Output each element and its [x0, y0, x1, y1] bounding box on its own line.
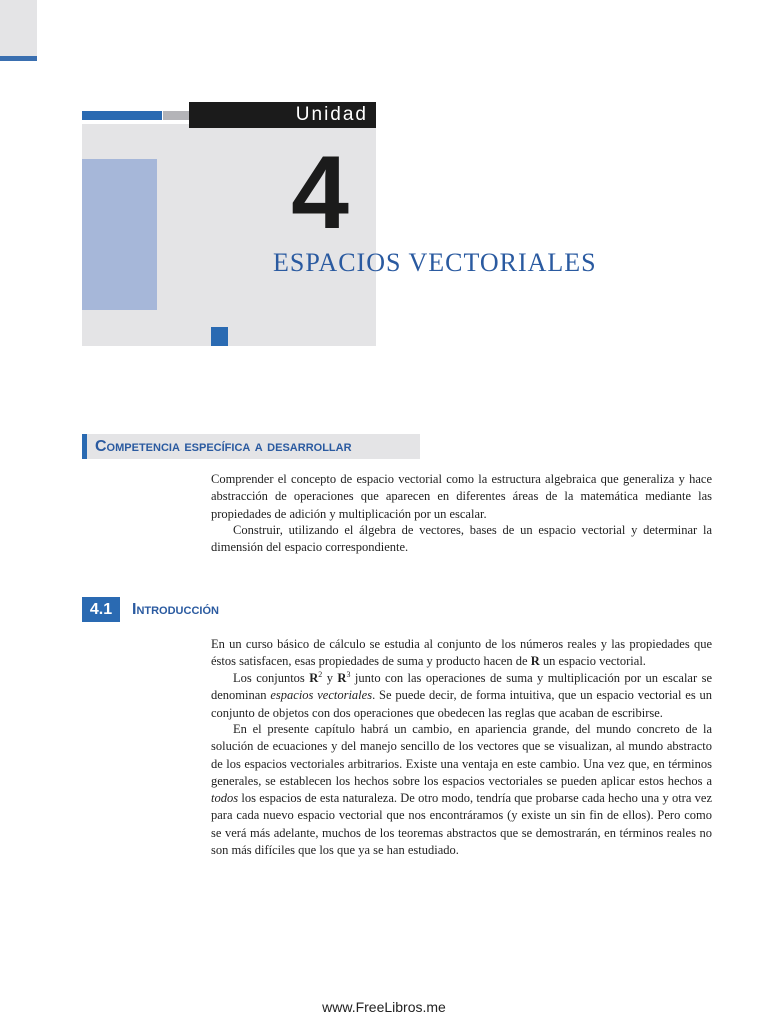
corner-accent-line: [0, 56, 37, 61]
decorative-block: [82, 159, 157, 310]
decorative-square: [211, 327, 228, 346]
real-numbers-symbol: R: [530, 654, 540, 669]
competencia-paragraph-2: Construir, utilizando el álgebra de vectores, bases de un espacio vectorial y determinar la dimensión del espacio correspondiente.: [211, 523, 712, 555]
header-gray-bar: [163, 111, 189, 120]
r2-symbol: R: [309, 671, 319, 685]
chapter-number: 4: [291, 135, 349, 251]
section-title: Introducción: [132, 601, 219, 618]
intro-paragraph-3: En el presente capítulo habrá un cambio, en apariencia grande, del mundo concreto de la solución de ecuaciones y del manejo sencillo de los vectores que se visualizan, al mundo abstracto de los espacios vectoriales arbitrarios. Existe una ventaja en este cambio. Una vez que, en términos generales, se establecen los hechos sobre los espacios vectoriales se pueden aplicar estos hechos a todos los espacios de esta naturaleza. De otro modo, tendría que probarse cada hecho una y otra vez para cada nuevo espacio vectorial que nos encontráramos (y existe un sin fin de ellos). Pero como se verá más adelante, muchos de los teoremas abstractos que se demostrarán, en términos reales no son más difíciles que los que ya se han estudiado.: [211, 722, 712, 858]
corner-tab: [0, 0, 37, 56]
header-blue-bar: [82, 111, 162, 120]
section-number: 4.1: [82, 597, 120, 622]
competencia-heading: Competencia específica a desarrollar: [82, 434, 420, 459]
chapter-title: ESPACIOS VECTORIALES: [273, 248, 597, 277]
unit-label: Unidad: [189, 102, 376, 128]
footer-url: www.FreeLibros.me: [322, 999, 446, 1015]
intro-paragraph-1: En un curso básico de cálculo se estudia al conjunto de los números reales y las propiedades que éstos satisfacen, esas propiedades de suma y producto hacen de R un espacio vectorial.: [211, 637, 712, 669]
competencia-paragraph-1: Comprender el concepto de espacio vectorial como la estructura algebraica que generaliza y hace abstracción de operaciones que aparecen en diferentes áreas de la matemática mediante las propiedades de adición y multiplicación por un escalar.: [211, 472, 712, 521]
intro-paragraph-2: Los conjuntos $R^2$ y $R^3$ junto con las operaciones de suma y multiplicación por un escalar se denominan espacios vectoriales. Se puede decir, de forma intuitiva, que un espacio vectorial es un conjunto de objetos con dos operaciones que obedecen las reglas que acaban de escribirse.: [211, 669, 713, 720]
r3-symbol: R: [337, 671, 347, 685]
